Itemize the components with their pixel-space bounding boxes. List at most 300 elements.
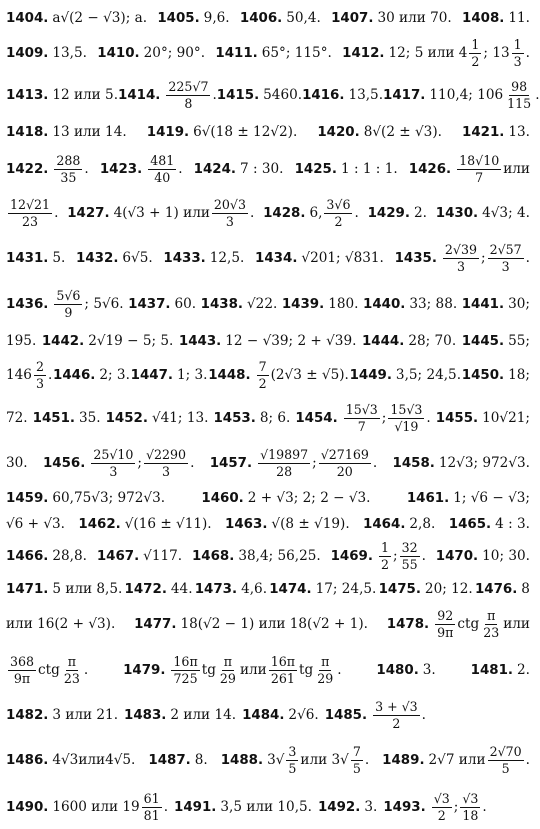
answer-line <box>6 147 530 191</box>
fraction <box>379 541 391 570</box>
answer-text <box>409 296 457 312</box>
fraction <box>34 360 46 389</box>
fraction-denominator: 2 <box>258 375 267 391</box>
answer-text <box>508 10 530 26</box>
answer-text <box>248 490 371 506</box>
answer-entry <box>6 581 122 597</box>
problem-number: 1425. <box>294 161 337 177</box>
answer-fragment: . <box>535 87 540 103</box>
answer-fragment: 10√21; <box>482 410 530 426</box>
answer-text <box>52 581 122 597</box>
answer-entry <box>6 360 52 389</box>
problem-number: 1417. <box>383 87 426 103</box>
fraction-numerator: π <box>321 654 330 670</box>
problem-number: 1456. <box>42 455 86 471</box>
answer-text <box>482 410 530 426</box>
fraction-numerator: 368 <box>10 654 35 670</box>
answer-fragment: 2√7 или <box>428 752 486 768</box>
answer-fragment: 3. <box>364 799 378 815</box>
answer-entry <box>43 448 194 477</box>
fraction-denominator: 3 <box>109 463 118 479</box>
problem-number: 1454. <box>295 410 338 426</box>
answer-fragment: . <box>525 45 530 61</box>
fraction-denominator: 9π <box>13 670 31 686</box>
answer-entry <box>376 662 435 678</box>
answer-entry <box>295 403 430 432</box>
problem-number: 1435. <box>394 250 437 266</box>
problem-number: 1447. <box>130 367 173 383</box>
answer-fragment: . <box>84 161 89 177</box>
fraction-numerator: √27169 <box>320 447 369 463</box>
fraction-denominator: 8 <box>184 95 193 111</box>
answer-fragment: 5460. <box>263 87 303 103</box>
fraction-numerator: 2√70 <box>489 744 522 760</box>
fraction-numerator: 225√7 <box>168 79 209 95</box>
problem-number: 1478. <box>386 616 430 632</box>
answer-entry <box>471 662 530 678</box>
answer-entry <box>123 655 341 684</box>
answer-fragment: или <box>503 616 530 632</box>
answer-text <box>52 10 147 26</box>
answer-fragment: . <box>249 205 255 221</box>
answer-text <box>309 198 358 227</box>
fraction <box>315 655 335 684</box>
answer-entry <box>147 124 298 140</box>
answer-text <box>521 581 530 597</box>
answer-text <box>262 45 332 61</box>
answer-entry <box>6 45 87 61</box>
answer-text <box>482 548 530 564</box>
fraction <box>218 655 238 684</box>
answer-text <box>52 752 135 768</box>
answer-text <box>260 410 291 426</box>
answer-line <box>6 395 530 441</box>
answer-fragment: 12; 5 или 4 <box>388 45 468 61</box>
answer-fragment: 13,5. <box>348 87 384 103</box>
answer-text <box>267 745 369 774</box>
answer-line <box>6 537 530 575</box>
answer-text <box>263 87 302 103</box>
fraction-numerator: 20√3 <box>213 197 246 213</box>
answer-fragment: ; <box>312 455 317 471</box>
answer-fragment: . <box>372 455 378 471</box>
problem-number: 1490. <box>6 799 49 815</box>
answer-fragment: 195. <box>6 333 37 349</box>
answer-text <box>6 516 65 532</box>
answer-text <box>389 38 530 67</box>
answer-fragment: 3√ <box>267 752 285 768</box>
answer-entry <box>76 250 153 266</box>
problem-number: 1452. <box>105 410 148 426</box>
problem-number: 1450. <box>461 367 505 383</box>
problem-number: 1424. <box>193 161 237 177</box>
answer-fragment: 11. <box>508 10 530 26</box>
problem-number: 1448. <box>208 367 251 383</box>
problem-number: 1407. <box>331 10 374 26</box>
fraction-denominator: 115 <box>507 95 532 111</box>
answer-text <box>88 333 173 349</box>
answer-entry <box>134 616 368 632</box>
answer-text <box>171 581 193 597</box>
answer-fragment: 20; 12. <box>424 581 473 597</box>
answer-text <box>146 154 182 183</box>
answer-text <box>348 87 383 103</box>
answer-text <box>6 333 36 349</box>
problem-number: 1487. <box>148 752 191 768</box>
answer-fragment: 1; 3. <box>176 367 208 383</box>
answer-entry <box>97 45 205 61</box>
answer-text <box>240 161 284 177</box>
fraction <box>443 243 479 272</box>
answer-text <box>210 250 245 266</box>
answer-fragment: 12 или 5. <box>52 87 119 103</box>
answer-entry <box>387 609 530 638</box>
answer-text <box>247 296 277 312</box>
problem-number: 1492. <box>317 799 361 815</box>
answer-fragment: 8√(2 ± √3). <box>363 124 442 140</box>
answer-fragment: 6√(18 ± 12√2). <box>193 124 298 140</box>
answer-text <box>429 80 539 109</box>
answer-entry <box>6 752 135 768</box>
fraction-denominator: 29 <box>317 670 334 686</box>
answer-entry <box>368 205 427 221</box>
fraction-denominator: 7 <box>357 418 366 434</box>
answer-fragment: 3,5 или 10,5. <box>220 799 312 815</box>
fraction-numerator: π <box>223 654 233 670</box>
problem-number: 1423. <box>99 161 143 177</box>
answer-text <box>193 124 297 140</box>
problem-number: 1453. <box>213 410 256 426</box>
answer-fragment: 2,8. <box>409 516 436 532</box>
answer-entry <box>6 154 89 183</box>
answer-entry <box>462 10 530 26</box>
answer-entry <box>97 548 182 564</box>
problem-number: 1434. <box>255 250 298 266</box>
fraction-numerator: √3 <box>433 791 450 807</box>
answer-entry <box>6 198 58 227</box>
answer-fragment: . <box>364 752 370 768</box>
answer-text <box>225 333 356 349</box>
answer-text <box>414 205 427 221</box>
answer-fragment: 28; 70. <box>408 333 457 349</box>
answer-entry <box>195 581 267 597</box>
answer-fragment: 13 или 14. <box>52 124 127 140</box>
answer-fragment: 180. <box>328 296 359 312</box>
answer-text <box>144 45 205 61</box>
answer-entry <box>6 616 115 632</box>
problem-number: 1474. <box>269 581 312 597</box>
answer-fragment: 17; 24,5. <box>315 581 377 597</box>
answer-text <box>114 198 255 227</box>
answer-fragment: ; <box>381 410 387 426</box>
answer-fragment: 60. <box>174 296 197 312</box>
answer-entry <box>462 367 530 383</box>
answer-entry <box>33 410 101 426</box>
answer-line <box>6 441 530 485</box>
problem-number: 1441. <box>461 296 505 312</box>
answer-entry <box>331 10 452 26</box>
answer-fragment: 5 или 8,5. <box>52 581 123 597</box>
fraction-denominator: 35 <box>60 169 77 185</box>
answer-entry <box>125 581 193 597</box>
fraction <box>8 198 52 227</box>
problem-number: 1483. <box>124 707 167 723</box>
fraction <box>432 792 452 821</box>
fraction-denominator: 40 <box>154 169 171 185</box>
answer-fragment: . <box>83 662 89 678</box>
answer-fragment: 12 − √39; 2 + √39. <box>225 333 357 349</box>
fraction-denominator: 2 <box>437 807 446 823</box>
problem-number: 1413. <box>6 87 49 103</box>
fraction-denominator: 18 <box>462 807 479 823</box>
answer-entry <box>6 490 165 506</box>
answer-fragment: 55; <box>508 333 530 349</box>
fraction-numerator: 3 <box>288 744 297 760</box>
answer-fragment: 6, <box>309 205 323 221</box>
answer-line <box>6 73 540 117</box>
answer-fragment: . <box>54 205 59 221</box>
answer-entry <box>407 490 530 506</box>
fraction <box>54 289 82 318</box>
fraction-denominator: 23 <box>63 670 80 686</box>
problem-number: 1414. <box>118 87 161 103</box>
answer-fragment: ; <box>137 455 142 471</box>
answer-fragment: √201; √831. <box>301 250 384 266</box>
answer-text <box>169 655 341 684</box>
answer-fragment: √22. <box>247 296 278 312</box>
answer-entry <box>240 10 321 26</box>
answer-text <box>508 124 530 140</box>
problem-number: 1475. <box>378 581 421 597</box>
problem-number: 1472. <box>124 581 167 597</box>
fraction-numerator: 288 <box>56 153 81 169</box>
problem-number: 1488. <box>220 752 264 768</box>
fraction-numerator: 2√39 <box>444 242 477 258</box>
answer-fragment: 8. <box>194 752 208 768</box>
answer-fragment: 18; <box>508 367 530 383</box>
answer-entry <box>242 707 319 723</box>
fraction <box>457 154 501 183</box>
answer-fragment: или 16(2 + √3). <box>6 616 116 632</box>
fraction <box>435 609 455 638</box>
fraction-numerator: 16π <box>173 654 198 670</box>
fraction-denominator: √19 <box>394 418 419 434</box>
answer-fragment: 1; √6 − √3; <box>453 490 530 506</box>
fraction-numerator: 98 <box>511 79 528 95</box>
problem-number: 1439. <box>281 296 325 312</box>
answer-fragment: 9,6. <box>203 10 230 26</box>
answer-fragment: 2 + √3; 2; 2 − √3. <box>247 490 371 506</box>
answer-entry <box>6 792 168 821</box>
problem-number: 1433. <box>163 250 206 266</box>
answer-text <box>425 581 473 597</box>
answer-entry <box>100 154 183 183</box>
answer-fragment: . <box>190 455 195 471</box>
answer-text <box>371 700 426 729</box>
fraction-denominator: 20 <box>336 463 353 479</box>
problem-number: 1491. <box>174 799 217 815</box>
answer-text <box>52 250 65 266</box>
fraction-numerator: 1 <box>513 37 522 53</box>
answer-entry <box>6 250 65 266</box>
problem-number: 1479. <box>123 662 166 678</box>
problem-number: 1428. <box>263 205 306 221</box>
answer-fragment: или <box>239 662 267 678</box>
fraction <box>324 198 352 227</box>
answer-entry <box>318 799 377 815</box>
problem-number: 1443. <box>178 333 222 349</box>
answer-entry <box>124 707 236 723</box>
answer-text <box>170 707 236 723</box>
answer-text <box>164 80 216 109</box>
answer-text <box>377 10 451 26</box>
answer-text <box>429 745 530 774</box>
answer-line <box>6 33 530 73</box>
fraction <box>212 198 248 227</box>
problem-number: 1473. <box>194 581 238 597</box>
fraction-denominator: 3 <box>456 258 465 274</box>
fraction-numerator: √2290 <box>145 447 187 463</box>
problem-number: 1482. <box>6 707 49 723</box>
answer-text <box>6 616 115 632</box>
answer-line <box>6 191 530 235</box>
fraction <box>505 80 533 109</box>
problem-number: 1481. <box>470 662 513 678</box>
answer-entry <box>462 124 530 140</box>
answer-entry <box>362 333 456 349</box>
answer-entry <box>179 333 357 349</box>
answer-fragment: tg <box>299 662 314 678</box>
answer-fragment: . <box>482 799 487 815</box>
fraction-numerator: √19897 <box>260 447 309 463</box>
answer-entry <box>350 367 461 383</box>
answer-fragment: (2√3 ± √5). <box>270 367 349 383</box>
answer-fragment: 4 : 3. <box>495 516 530 532</box>
answer-entry <box>213 410 290 426</box>
answer-entry <box>342 38 530 67</box>
answer-line <box>6 327 530 355</box>
answer-text <box>364 799 377 815</box>
problem-number: 1445. <box>461 333 505 349</box>
fraction <box>286 745 298 774</box>
answer-entry <box>436 548 530 564</box>
answer-text <box>482 205 530 221</box>
answer-fragment: 2√6. <box>288 707 319 723</box>
problem-number: 1420. <box>317 124 360 140</box>
answer-text <box>52 490 165 506</box>
problem-number: 1471. <box>6 581 49 597</box>
answer-fragment: 4(√3 + 1) или <box>113 205 210 221</box>
answer-fragment: 4√3; 4. <box>482 205 530 221</box>
answer-line <box>6 603 530 645</box>
problem-number: 1408. <box>462 10 505 26</box>
answer-entry <box>6 333 36 349</box>
answer-line <box>6 575 530 603</box>
answer-text <box>288 707 318 723</box>
fraction-denominator: 2 <box>471 53 480 69</box>
answer-text <box>79 410 101 426</box>
fraction-numerator: 2√57 <box>489 242 522 258</box>
fraction-numerator: 7 <box>258 359 267 375</box>
answer-fragment: . <box>212 87 217 103</box>
fraction <box>481 609 501 638</box>
answer-entry <box>163 250 244 266</box>
problem-number: 1489. <box>382 752 425 768</box>
answer-entry <box>462 296 530 312</box>
problem-number: 1422. <box>6 161 49 177</box>
fraction-numerator: 3√6 <box>326 197 351 213</box>
answer-text <box>439 455 530 471</box>
fraction-denominator: 261 <box>270 670 295 686</box>
answer-text <box>241 581 267 597</box>
answer-fragment: . <box>337 662 342 678</box>
fraction-numerator: 15√3 <box>345 402 378 418</box>
answer-entry <box>449 516 530 532</box>
fraction <box>166 80 210 109</box>
fraction-numerator: √3 <box>462 791 479 807</box>
answer-entry <box>6 124 127 140</box>
answer-fragment: √6 + √3. <box>6 516 65 532</box>
fraction-numerator: 32 <box>401 540 418 556</box>
answer-text <box>220 799 312 815</box>
problem-number: 1416. <box>302 87 345 103</box>
answer-fragment: 7 : 30. <box>240 161 284 177</box>
answer-fragment: ctg <box>38 662 60 678</box>
problem-number: 1484. <box>242 707 285 723</box>
answer-fragment: 110,4; 106 <box>429 87 504 103</box>
answer-fragment: a√(2 − √3); a. <box>52 10 148 26</box>
answer-text <box>99 367 130 383</box>
answer-fragment: . <box>525 752 530 768</box>
fraction-denominator: 5 <box>501 760 510 776</box>
problem-number: 1430. <box>435 205 479 221</box>
fraction-denominator: 9 <box>64 304 73 320</box>
answer-text <box>430 792 487 821</box>
fraction-numerator: 18√10 <box>459 153 500 169</box>
answer-entry <box>53 367 130 383</box>
answer-entry <box>6 10 147 26</box>
problem-number: 1411. <box>215 45 258 61</box>
answer-text <box>204 10 230 26</box>
answer-fragment: tg <box>201 662 216 678</box>
answer-entry <box>148 752 207 768</box>
problem-number: 1462. <box>78 516 121 532</box>
answer-entry <box>325 700 426 729</box>
fraction <box>54 154 82 183</box>
problem-number: 1431. <box>6 250 49 266</box>
answer-text <box>508 333 530 349</box>
answer-entry <box>131 367 208 383</box>
fraction <box>171 655 199 684</box>
answer-fragment: . <box>47 367 53 383</box>
problem-number: 1438. <box>200 296 244 312</box>
answer-fragment: 38,4; 56,25. <box>238 548 321 564</box>
answer-fragment: 50,4. <box>286 10 321 26</box>
problem-number: 1412. <box>342 45 385 61</box>
answer-text <box>341 161 398 177</box>
answer-text <box>409 516 435 532</box>
answer-fragment: 3 или 21. <box>52 707 119 723</box>
answer-fragment: . <box>421 707 426 723</box>
answer-entry <box>6 516 65 532</box>
answer-text <box>175 296 197 312</box>
problem-number: 1427. <box>67 205 110 221</box>
answer-text <box>342 403 431 432</box>
answer-text <box>122 250 152 266</box>
answer-fragment: 3,5; 24,5. <box>395 367 462 383</box>
problem-number: 1458. <box>392 455 435 471</box>
fraction-denominator: 2 <box>380 556 389 572</box>
